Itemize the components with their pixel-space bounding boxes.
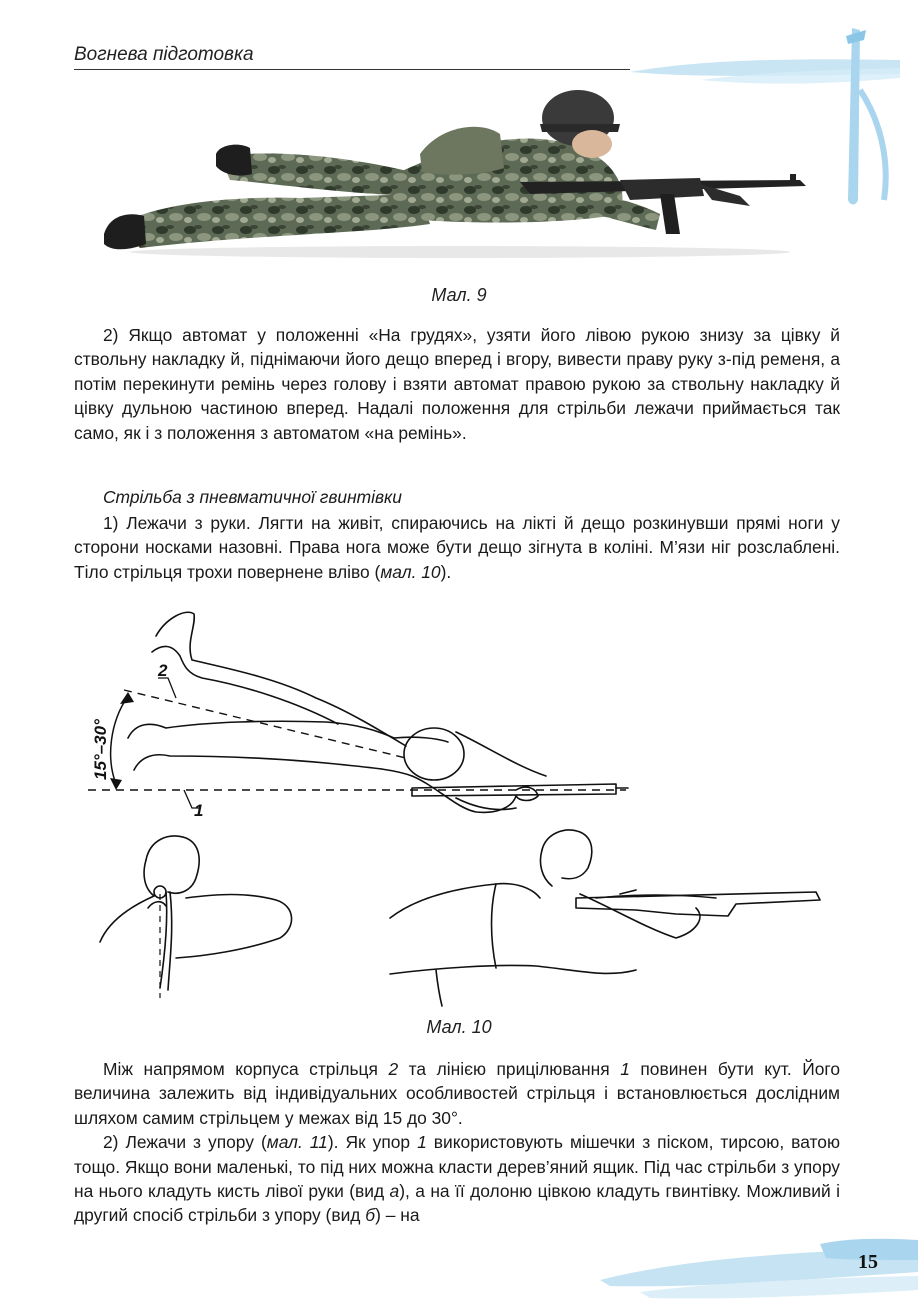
text-run: Між напрямом корпуса стрільця bbox=[103, 1059, 389, 1079]
subheading-air-rifle: Стрільба з пневматичної гвинтівки bbox=[103, 487, 402, 507]
running-head: Вогнева підготовка bbox=[74, 44, 254, 65]
text-run: ) – на bbox=[375, 1205, 420, 1226]
text-run: та лінією прицілювання bbox=[398, 1059, 621, 1079]
figure-10-prone-shooting-diagram bbox=[76, 598, 836, 1008]
figure-10-label-2: 2 bbox=[158, 661, 168, 680]
paragraph-angle-explanation bbox=[74, 1057, 840, 1228]
figure-9-prone-soldier-illustration bbox=[100, 84, 820, 264]
figure-reference: мал. 11 bbox=[266, 1132, 328, 1153]
label-ref: 1 bbox=[620, 1059, 630, 1079]
text-run: ), а на її долоню цівкою кладуть гвинтівку. Можливий і другий спосіб стрільби з упору (вид bbox=[74, 1181, 840, 1226]
figure-10-angle-label: 15°–30° bbox=[91, 719, 110, 780]
label-ref: а bbox=[389, 1181, 400, 1202]
figure-reference: мал. 10 bbox=[380, 561, 441, 582]
label-ref: 1 bbox=[417, 1132, 427, 1153]
label-ref: 2 bbox=[388, 1059, 399, 1079]
text-run: повинен бути кут. Його величина залежить від індивідуальних особливостей стрільця і встановлюється дослідним шляхом самим стрільцем у межах від 15 до 30°. bbox=[74, 1059, 840, 1128]
header-rule bbox=[74, 69, 630, 70]
text-run: ). Як упор bbox=[327, 1132, 418, 1153]
figure-9-caption: Мал. 9 bbox=[431, 285, 487, 305]
label-ref: б bbox=[365, 1205, 376, 1226]
figure-10-caption: Мал. 10 bbox=[426, 1017, 492, 1037]
text-run: використовують мішечки з піском, тирсою, ватою тощо. Якщо вони маленькі, то під них можна класти дерев’яний ящик. Під час стрільби з упору на нього кладуть кисть лівої руки (вид bbox=[74, 1132, 840, 1202]
figure-10-label-1: 1 bbox=[194, 801, 204, 820]
paragraph-text: 2) Якщо автомат у положенні «На грудях», узяти його лівою рукою знизу за цівку й ствольну накладку й, піднімаючи його дещо вперед і вгору, вивести праву руку з-під ременя, а потім перекинути ремінь через голову і взяти автомат правою рукою за ствольну накладку й цівку дульною частиною вперед. Надалі положення для стрільби лежачи приймається так само, як і з положення з автоматом «на ремінь». bbox=[74, 325, 840, 443]
paragraph-text: 1) Лежачи з руки. Лягти на живіт, спираючись на лікті й дещо розкинувши прямі ноги у сторони носками назовні. Права нога може бути дещо зігнута в коліні. М’язи ніг розслаблені. Тіло стрільця трохи повернене вліво ( bbox=[74, 513, 840, 582]
paragraph-text-tail: ). bbox=[440, 561, 452, 582]
paragraph-prone-unsupported bbox=[74, 511, 840, 584]
text-run: 2) Лежачи з упору ( bbox=[103, 1132, 267, 1153]
brush-stroke-decoration-icon bbox=[0, 1230, 918, 1314]
paragraph-position-on-chest bbox=[74, 323, 840, 445]
page-number: 15 bbox=[858, 1251, 878, 1273]
